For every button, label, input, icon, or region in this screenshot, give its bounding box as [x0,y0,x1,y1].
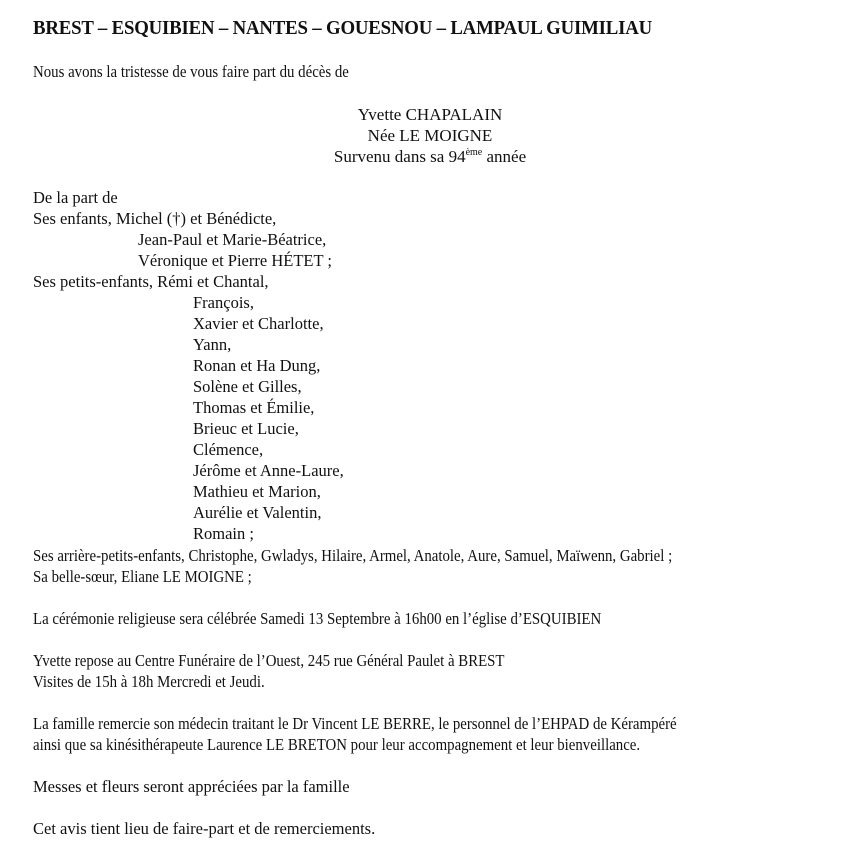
great-grandchildren-line: Ses arrière-petits-enfants, Christophe, Gwladys, Hilaire, Armel, Anatole, Aure, Samuel, Maïwenn, Gabriel ; [33,546,673,565]
ceremony-text: La cérémonie religieuse sera célébrée Samedi 13 Septembre à 16h00 en l’église d’ESQUIBIEN [33,609,602,628]
sister-in-law-line: Sa belle-sœur, Eliane LE MOIGNE ; [33,567,252,586]
deceased-name: Yvette CHAPALAIN [357,105,503,124]
age-ordinal: ème [465,147,483,158]
age-suffix: année [482,147,527,166]
list-item: Thomas et Émilie, [193,398,315,417]
list-item: François, [193,293,254,312]
list-item: Solène et Gilles, [193,377,302,396]
thanks-line: La famille remercie son médecin traitant le Dr Vincent LE BERRE, le personnel de l’EHPAD de Kérampéré [33,714,677,733]
list-item: Xavier et Charlotte, [193,314,324,333]
list-item: Clémence, [193,440,264,459]
list-item: Brieuc et Lucie, [193,419,299,438]
list-item: Jérôme et Anne-Laure, [193,461,344,480]
intro-text: Nous avons la tristesse de vous faire part du décès de [33,62,349,81]
visits-text: Visites de 15h à 18h Mercredi et Jeudi. [33,672,265,691]
list-item: Véronique et Pierre HÉTET ; [138,251,332,270]
deceased-maiden-name: Née LE MOIGNE [367,126,493,145]
list-item: Aurélie et Valentin, [193,503,322,522]
masses-flowers-text: Messes et fleurs seront appréciées par la famille [33,777,350,796]
rest-place-text: Yvette repose au Centre Funéraire de l’Ouest, 245 rue Général Paulet à BREST [33,651,505,670]
list-item: Mathieu et Marion, [193,482,321,501]
grandchildren-label-line: Ses petits-enfants, Rémi et Chantal, [33,272,269,291]
deceased-age [0,147,852,167]
list-item: Romain ; [193,524,254,543]
from-label: De la part de [33,188,118,207]
closing-text: Cet avis tient lieu de faire-part et de remerciements. [33,819,376,838]
age-prefix: Survenu dans sa 94 [333,147,466,166]
thanks-line: ainsi que sa kinésithérapeute Laurence LE BRETON pour leur accompagnement et leur bienveillance. [33,735,641,754]
list-item: Jean-Paul et Marie-Béatrice, [138,230,327,249]
children-label-line: Ses enfants, Michel (†) et Bénédicte, [33,209,277,228]
list-item: Ronan et Ha Dung, [193,356,321,375]
list-item: Yann, [193,335,232,354]
locations-heading: BREST – ESQUIBIEN – NANTES – GOUESNOU – LAMPAUL GUIMILIAU [33,17,653,39]
